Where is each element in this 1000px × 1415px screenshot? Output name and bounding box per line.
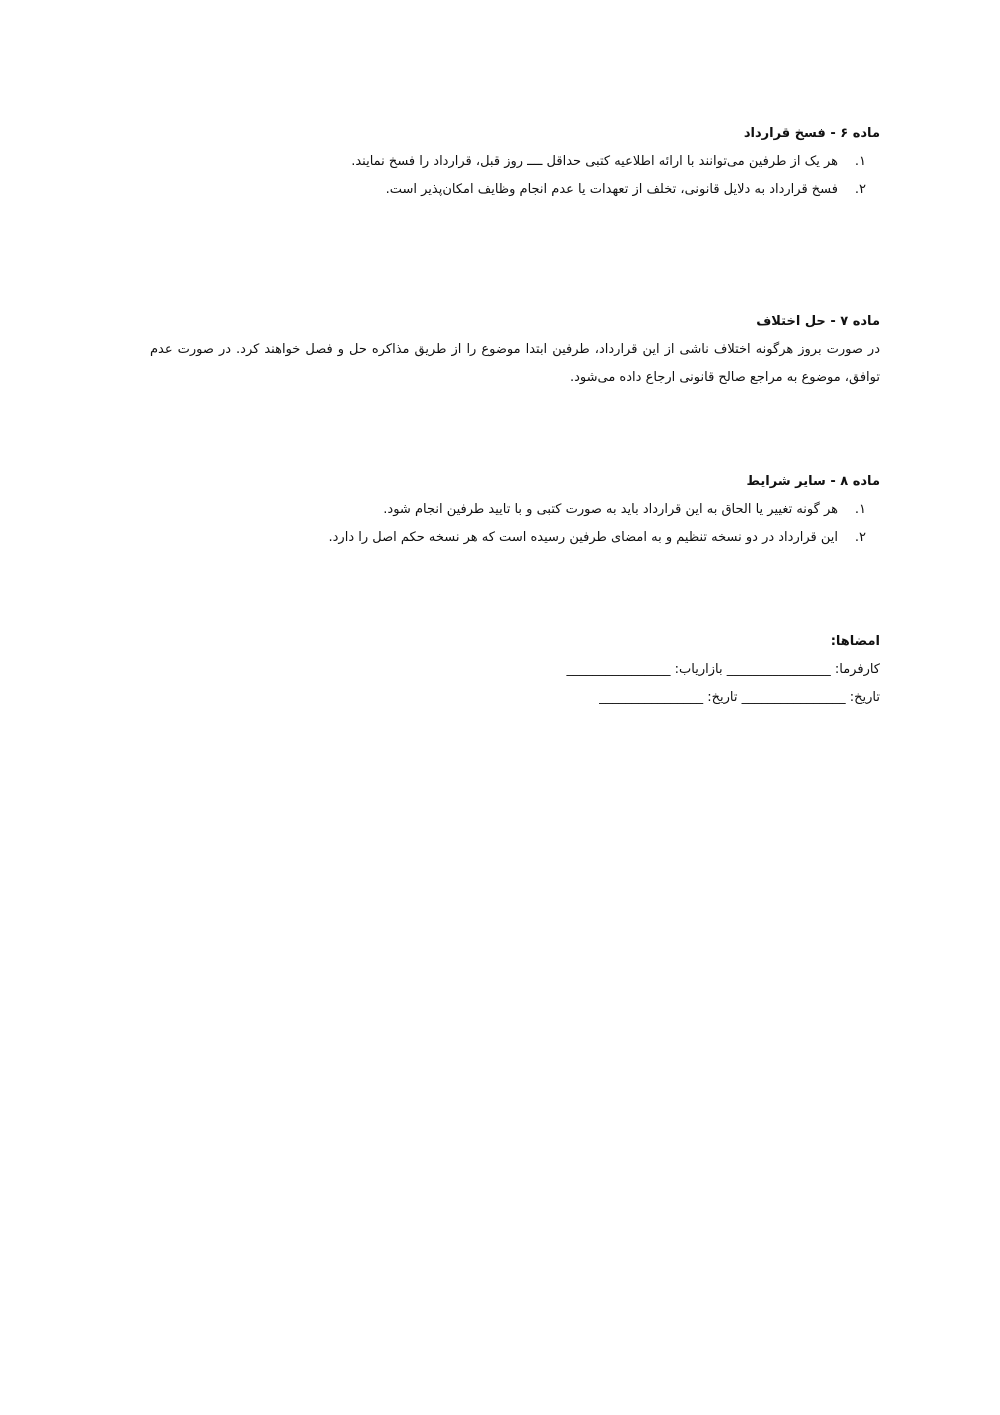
signature-line-dates: تاریخ: ________________ تاریخ: ________________: [599, 690, 880, 705]
article-8: [150, 468, 880, 552]
signatures-heading: امضاها:: [830, 634, 880, 649]
list-item-number: ۲.: [854, 182, 866, 197]
article-8-heading: ماده ۸ - سایر شرایط: [746, 474, 880, 489]
list-item: [150, 524, 880, 552]
list-item-text: فسخ قرارداد به دلایل قانونی، تخلف از تعهدات یا عدم انجام وظایف امکان‌پذیر است.: [385, 182, 838, 197]
article-6-list: [150, 148, 880, 204]
section-spacer: [150, 392, 880, 468]
list-item: [150, 496, 880, 524]
list-item-text: هر یک از طرفین می‌توانند با ارائه اطلاعیه کتبی حداقل ــــ روز قبل، قرارداد را فسخ نمایند.: [351, 154, 838, 169]
document-body: [150, 120, 880, 712]
list-item-number: ۱.: [854, 502, 866, 517]
article-7: [150, 308, 880, 392]
article-6: [150, 120, 880, 204]
section-spacer: [150, 552, 880, 628]
section-spacer: [150, 204, 880, 308]
article-8-list: [150, 496, 880, 552]
list-item-number: ۱.: [854, 154, 866, 169]
list-item-text: هر گونه تغییر یا الحاق به این قرارداد باید به صورت کتبی و با تایید طرفین انجام شود.: [383, 502, 838, 517]
article-7-paragraph: در صورت بروز هرگونه اختلاف ناشی از این قرارداد، طرفین ابتدا موضوع را از طریق مذاکره حل و فصل خواهند کرد. در صورت عدم توافق، موضوع به مراجع صالح قانونی ارجاع داده می‌شود.: [150, 342, 880, 385]
signature-line-parties: کارفرما: ________________ بازاریاب: ________________: [566, 662, 880, 677]
list-item: [150, 148, 880, 176]
signatures-section: [150, 628, 880, 712]
article-7-heading: ماده ۷ - حل اختلاف: [756, 314, 880, 329]
list-item: [150, 176, 880, 204]
list-item-text: این قرارداد در دو نسخه تنظیم و به امضای طرفین رسیده است که هر نسخه حکم اصل را دارد.: [328, 530, 838, 545]
article-6-heading: ماده ۶ - فسخ قرارداد: [743, 126, 880, 141]
list-item-number: ۲.: [854, 530, 866, 545]
